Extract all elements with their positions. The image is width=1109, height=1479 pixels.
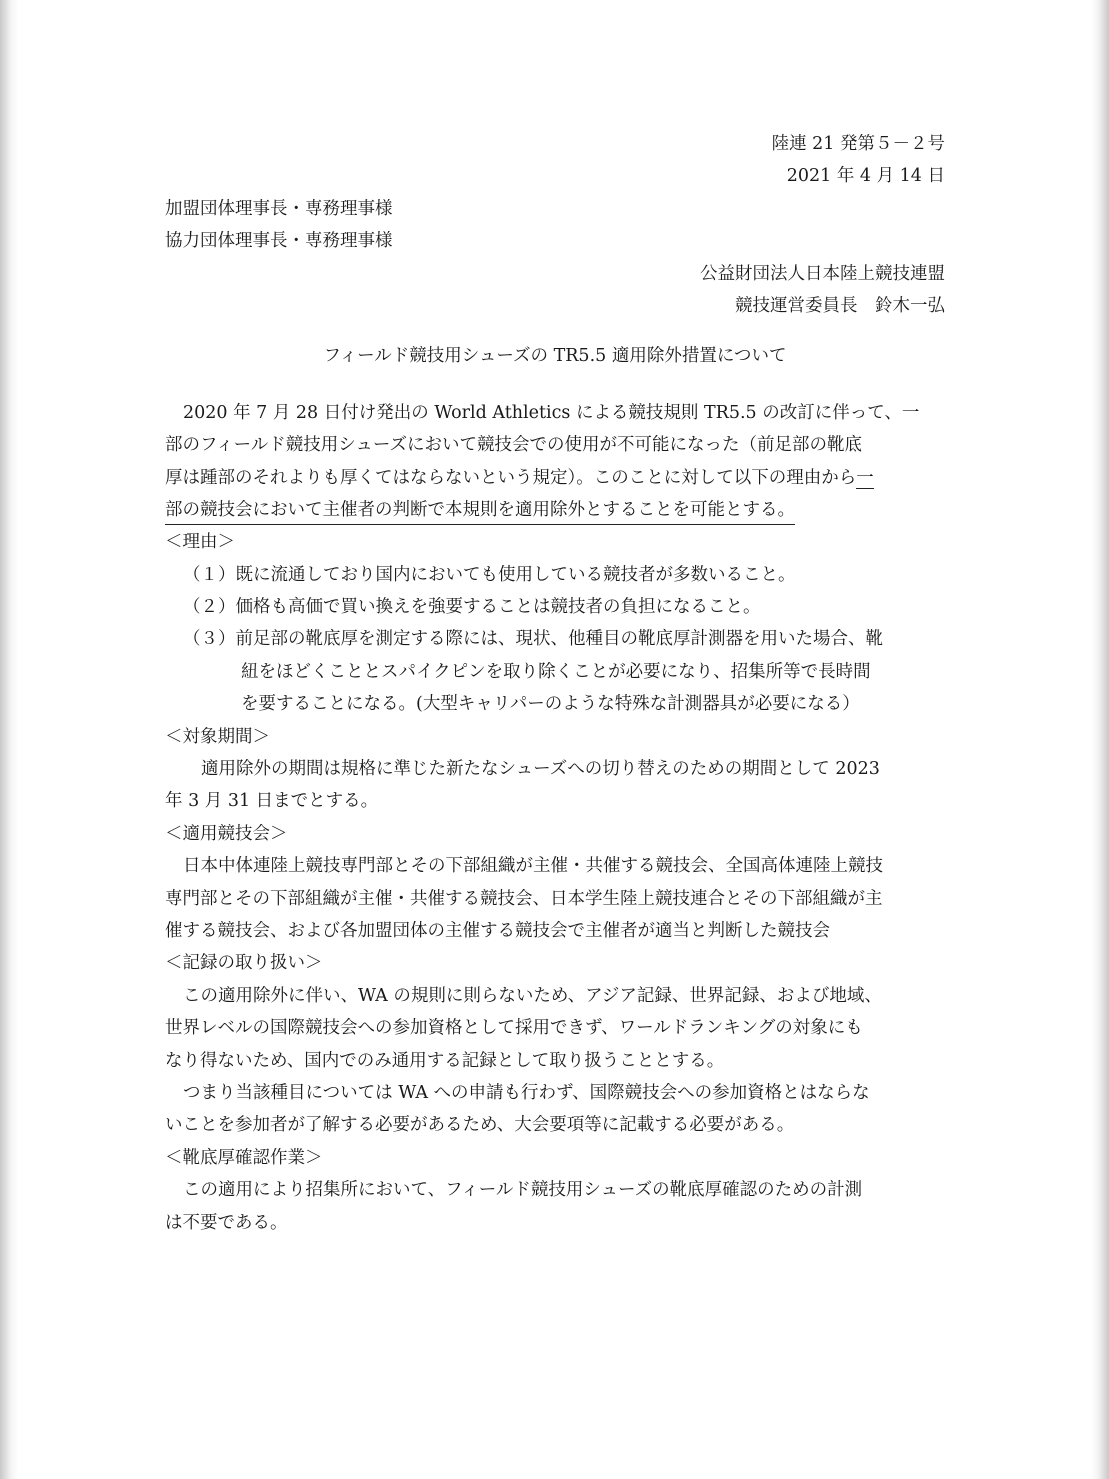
period-line-2: 年 3 月 31 日までとする。 [165, 791, 379, 812]
period-line-1: 適用除外の期間は規格に準じた新たなシューズへの切り替えのための期間として 2023 [201, 759, 880, 780]
document-page [165, 128, 945, 1239]
document-title: フィールド競技用シューズの TR5.5 適用除外措置について [323, 346, 787, 367]
intro-line-1: 2020 年 7 月 28 日付け発出の World Athletics による競技規則 TR5.5 の改訂に伴って、一 [183, 402, 920, 423]
competitions-heading: ＜適用競技会＞ [165, 823, 288, 844]
recipient-line-2: 協力団体理事長・専務理事様 [165, 231, 393, 252]
page-shadow-left [0, 0, 18, 1479]
competitions-line-2: 専門部とその下部組織が主催・共催する競技会、日本学生陸上競技連合とその下部組織が主 [165, 888, 883, 909]
intro-line-4-underlined: 部の競技会において主催者の判断で本規則を適用除外とすることを可能とする。 [165, 496, 795, 525]
reason-item-2: （２）価格も高価で買い換えを強要することは競技者の負担になること。 [183, 597, 761, 618]
reason-item-1: （１）既に流通しており国内においても使用している競技者が多数いること。 [183, 564, 796, 585]
intro-line-3-underlined: 一 [856, 467, 874, 488]
sender-organization: 公益財団法人日本陸上競技連盟 [700, 263, 945, 284]
period-heading: ＜対象期間＞ [165, 726, 270, 747]
reason-item-3-line-1: （３）前足部の靴底厚を測定する際には、現状、他種目の靴底厚計測器を用いた場合、靴 [183, 629, 883, 650]
reason-item-3-line-2: 紐をほどくこととスパイクピンを取り除くことが必要になり、招集所等で長時間 [241, 661, 871, 682]
intro-line-4 [165, 494, 945, 526]
recipient-line-1: 加盟団体理事長・専務理事様 [165, 198, 393, 219]
document-number: 陸連 21 発第５－２号 [771, 134, 945, 154]
records-p1-line-3: なり得ないため、国内でのみ通用する記録として取り扱うこととする。 [165, 1050, 725, 1071]
document-date: 2021 年 4 月 14 日 [786, 166, 945, 187]
intro-line-3 [165, 462, 945, 494]
page-shadow-right [1091, 0, 1109, 1479]
sole-check-line-1: この適用により招集所において、フィールド競技用シューズの靴底厚確認のための計測 [183, 1180, 863, 1201]
reason-heading: ＜理由＞ [165, 532, 235, 553]
intro-line-3-text: 厚は踵部のそれよりも厚くてはならないという規定）。このことに対して以下の理由から [165, 467, 857, 488]
sole-check-line-2: は不要である。 [165, 1212, 288, 1233]
competitions-line-1: 日本中体連陸上競技専門部とその下部組織が主催・共催する競技会、全国高体連陸上競技 [183, 856, 883, 877]
records-p1-line-1: この適用除外に伴い、WA の規則に則らないため、アジア記録、世界記録、および地域、 [183, 985, 882, 1006]
sender-name-title: 競技運営委員長 鈴木一弘 [735, 295, 945, 316]
competitions-line-3: 催する競技会、および各加盟団体の主催する競技会で主催者が適当と判断した競技会 [165, 920, 830, 941]
records-p1-line-2: 世界レベルの国際競技会への参加資格として採用できず、ワールドランキングの対象にも [165, 1018, 863, 1039]
records-p2-line-2: いことを参加者が了解する必要があるため、大会要項等に記載する必要がある。 [165, 1115, 795, 1136]
intro-line-2: 部のフィールド競技用シューズにおいて競技会での使用が不可能になった（前足部の靴底 [165, 435, 863, 456]
intro-paragraph [165, 397, 945, 527]
reason-item-3-line-3: を要することになる。(大型キャリパーのような特殊な計測器具が必要になる） [241, 694, 860, 715]
records-p2-line-1: つまり当該種目については WA への申請も行わず、国際競技会への参加資格とはならな [183, 1082, 870, 1103]
records-heading: ＜記録の取り扱い＞ [165, 953, 323, 974]
sole-check-heading: ＜靴底厚確認作業＞ [165, 1147, 323, 1168]
